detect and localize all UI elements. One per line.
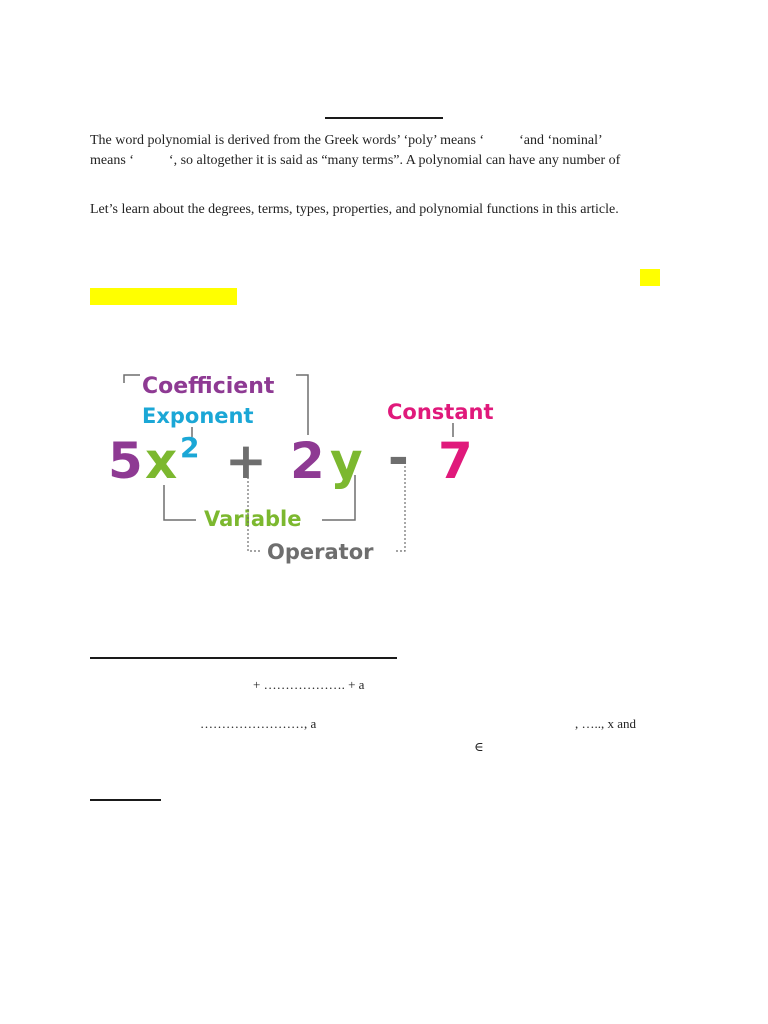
formula-line-2b: , ….., x and	[575, 716, 637, 731]
operator-label: Operator	[267, 540, 374, 564]
term-y: y	[330, 432, 363, 490]
term-plus: +	[225, 432, 267, 490]
section-underline	[90, 657, 397, 659]
coefficient-label: Coefficient	[142, 374, 275, 399]
title-underline	[325, 117, 443, 119]
polynomial-diagram	[100, 365, 530, 570]
formula-line-1: + ………………. + a	[253, 677, 365, 692]
subsection-underline	[90, 799, 161, 801]
formula-line-2a: ……………………, a	[200, 716, 317, 731]
term-seven: 7	[438, 432, 473, 490]
exponent-label: Exponent	[142, 404, 254, 428]
intro-line-1: The word polynomial is derived from the Greek words’ ‘poly’ means ‘ ‘and ‘nominal’	[90, 133, 603, 148]
highlight-bar	[90, 288, 237, 305]
intro-line-3: Let’s learn about the degrees, terms, types, properties, and polynomial functions in this article.	[90, 202, 619, 217]
highlight-small	[640, 269, 660, 286]
term-five: 5	[108, 432, 143, 490]
variable-label: Variable	[204, 507, 302, 531]
term-exponent: 2	[180, 431, 200, 464]
constant-label: Constant	[387, 400, 494, 424]
element-of-symbol: ∈	[474, 739, 484, 754]
term-x: x	[145, 432, 178, 490]
term-two: 2	[290, 432, 325, 490]
term-minus: -	[388, 429, 409, 487]
intro-line-2: means ‘ ‘, so altogether it is said as “many terms”. A polynomial can have any number of	[90, 153, 621, 168]
